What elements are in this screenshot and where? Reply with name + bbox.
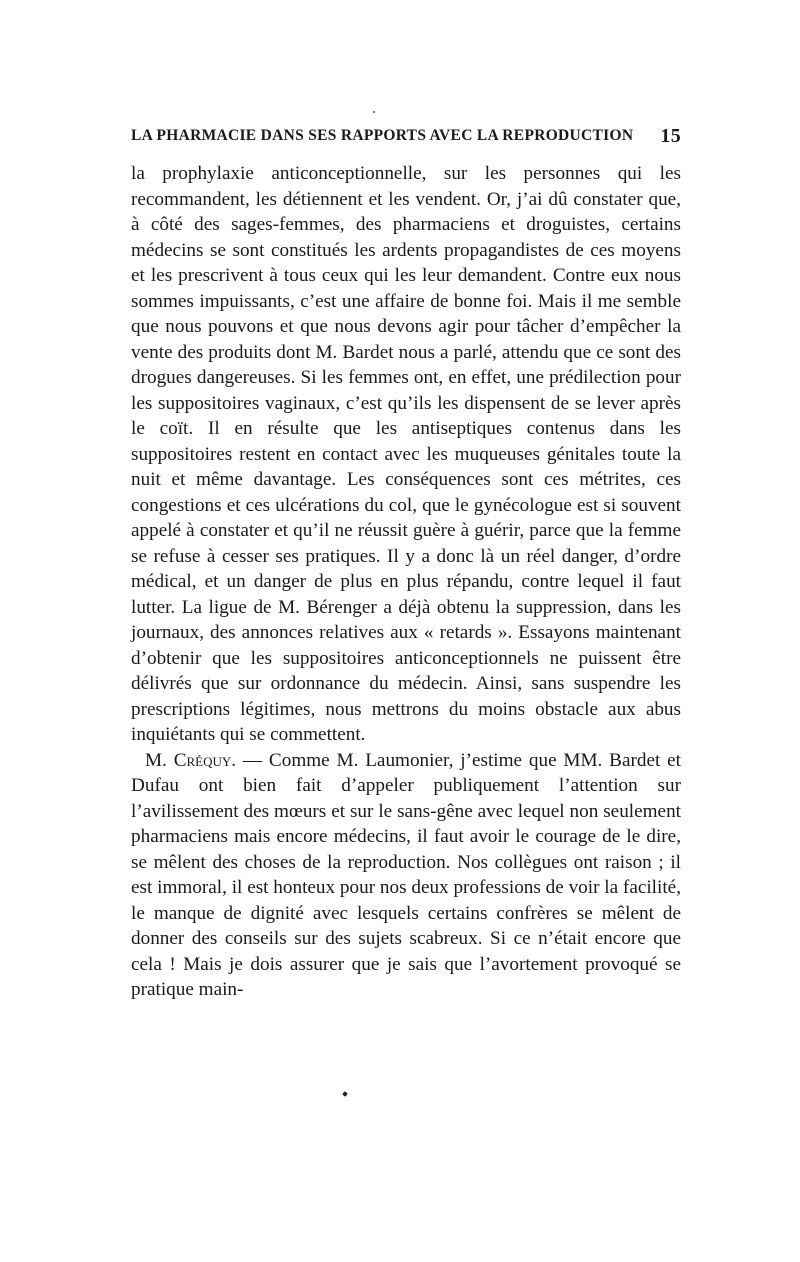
paragraph: la prophylaxie anticonceptionnelle, sur les personnes qui les recommandent, les détiennent et les vendent. Or, j’ai dû constater que, à côté des sages-femmes, des pharmaciens et droguistes, certains médecins se sont constitués les ardents propagandistes de ces moyens et les prescrivent à tous ceux qui les leur demandent. Contre eux nous sommes impuissants, c’est une affaire de bonne foi. Mais il me semble que nous pouvons et que nous devons agir pour tâcher d’empêcher la vente des produits dont M. Bardet nous a parlé, attendu que ce sont des drogues dangereuses. Si les femmes ont, en effet, une prédilection pour les suppositoires vaginaux, c’est qu’ils les dispensent de se lever après le coït. Il en résulte que les antiseptiques contenus dans les suppositoires restent en contact avec les muqueuses génitales toute la nuit et même davantage. Les conséquences sont ces métrites, ces congestions et ces ulcérations du col, que le gynécologue est si souvent appelé à constater et qu’il ne réussit guère à guérir, parce que la femme se refuse à cesser ses pratiques. Il y a donc là un réel danger, d’ordre médical, et un danger de plus en plus répandu, contre lequel il faut lutter. La ligue de M. Bérenger a déjà obtenu la suppression, dans les journaux, des annonces relatives aux « retards ». Essayons maintenant d’obtenir que les suppositoires anticonceptionnels ne puissent être délivrés que sur ordonnance du médecin. Ainsi, sans suspendre les prescriptions légitimes, nous mettrons du moins obstacle aux abus inquiétants qui se commettent. bbox=[131, 163, 681, 745]
page-header bbox=[131, 125, 681, 149]
printer-mark bbox=[342, 1091, 348, 1097]
speaker-prefix: M. bbox=[145, 749, 174, 771]
speaker-name: Créquy bbox=[173, 749, 232, 771]
page-number: 15 bbox=[660, 125, 681, 147]
printer-speck bbox=[373, 111, 375, 113]
paragraph-speaker-crequy bbox=[131, 748, 681, 1003]
paragraph-text: . — Comme M. Laumonier, j’estime que MM. Bardet et Dufau ont bien fait d’appeler publiquement l’attention sur l’avilissement des mœurs et sur le sans-gêne avec lequel non seulement pharmaciens mais encore médecins, il faut avoir le courage de le dire, se mêlent des choses de la reproduction. Nos collègues ont raison ; il est immoral, il est honteux pour nos deux professions de voir la facilité, le manque de dignité avec lesquels certains confrères se mêlent de donner des conseils sur des sujets scabreux. Si ce n’était encore que cela ! Mais je dois assurer que je sais que l’avortement provoqué se pratique main- bbox=[131, 749, 682, 1000]
body-text bbox=[131, 161, 681, 1003]
running-title: LA PHARMACIE DANS SES RAPPORTS AVEC LA REPRODUCTION bbox=[131, 127, 634, 144]
